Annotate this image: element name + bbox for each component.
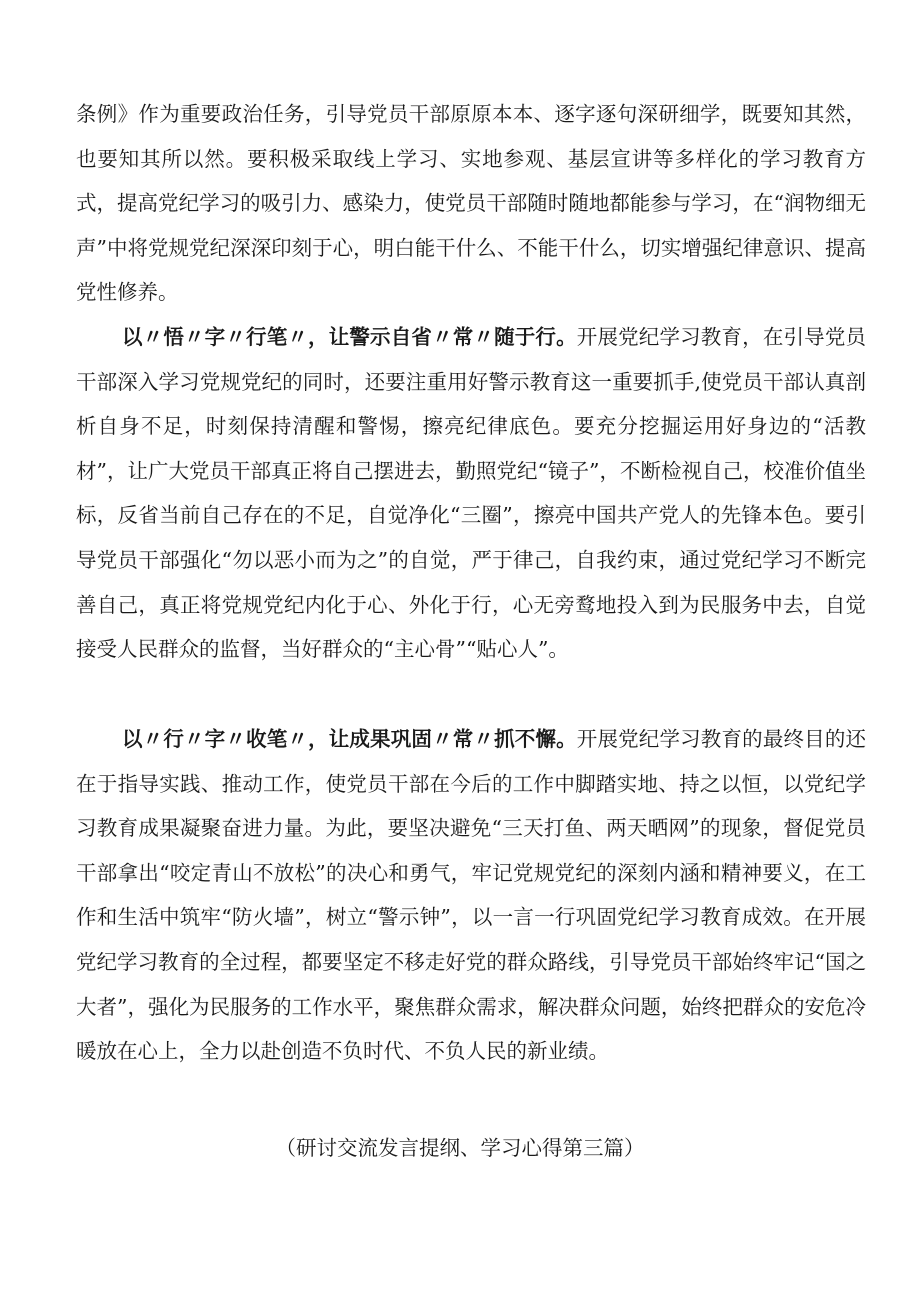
paragraph-3-text: 开展党纪学习教育的最终目的还在于指导实践、推动工作，使党员干部在今后的工作中脚踏实地、持之以恒，以党纪学习教育成果凝聚奋进力量。为此，要坚决避免“三天打鱼、两天晒网”的现象，督促党员干部拿出“咬定青山不放松”的决心和勇气，牢记党规党纪的深刻内涵和精神要义，在工作和生活中筑牢“防火墙”，树立“警示钟”，以一言一行巩固党纪学习教育成效。在开展党纪学习教育的全过程，都要坚定不移走好党的群众路线，引导党员干部始终牢记“国之大者”，强化为民服务的工作水平，聚焦群众需求，解决群众问题，始终把群众的安危冷暖放在心上，全力以赴创造不负时代、不负人民的新业绩。 bbox=[76, 727, 867, 1064]
paragraph-2 bbox=[76, 315, 866, 672]
paragraph-1-text: 条例》作为重要政治任务，引导党员干部原原本本、逐字逐句深研细学，既要知其然，也要知其所以然。要积极采取线上学习、实地参观、基层宣讲等多样化的学习教育方式，提高党纪学习的吸引力、感染力，使党员干部随时随地都能参与学习，在“润物细无声”中将党规党纪深深印刻于心，明白能干什么、不能干什么，切实增强纪律意识、提高党性修养。 bbox=[76, 102, 866, 305]
paragraph-2-heading: 以〃悟〃字〃行笔〃，让警示自省〃常〃随于行。 bbox=[122, 325, 577, 349]
paragraph-3-heading: 以〃行〃字〃收笔〃，让成果巩固〃常〃抓不懈。 bbox=[122, 727, 577, 751]
paragraph-3 bbox=[76, 717, 866, 1074]
section-caption: （研讨交流发言提纲、学习心得第三篇） bbox=[275, 1136, 645, 1160]
paragraph-1 bbox=[76, 92, 866, 315]
paragraph-2-text: 开展党纪学习教育，在引导党员干部深入学习党规党纪的同时，还要注重用好警示教育这一重要抓手,使党员干部认真剖析自身不足，时刻保持清醒和警惕，擦亮纪律底色。要充分挖掘运用好身边的“活教材”，让广大党员干部真正将自己摆进去，勤照党纪“镜子”，不断检视自己，校准价值坐标，反省当前自己存在的不足，自觉净化“三圈”，擦亮中国共产党人的先锋本色。要引导党员干部强化“勿以恶小而为之”的自觉，严于律己，自我约束，通过党纪学习不断完善自己，真正将党规党纪内化于心、外化于行，心无旁鹜地投入到为民服务中去，自觉接受人民群众的监督，当好群众的“主心骨”“贴心人”。 bbox=[76, 325, 867, 662]
